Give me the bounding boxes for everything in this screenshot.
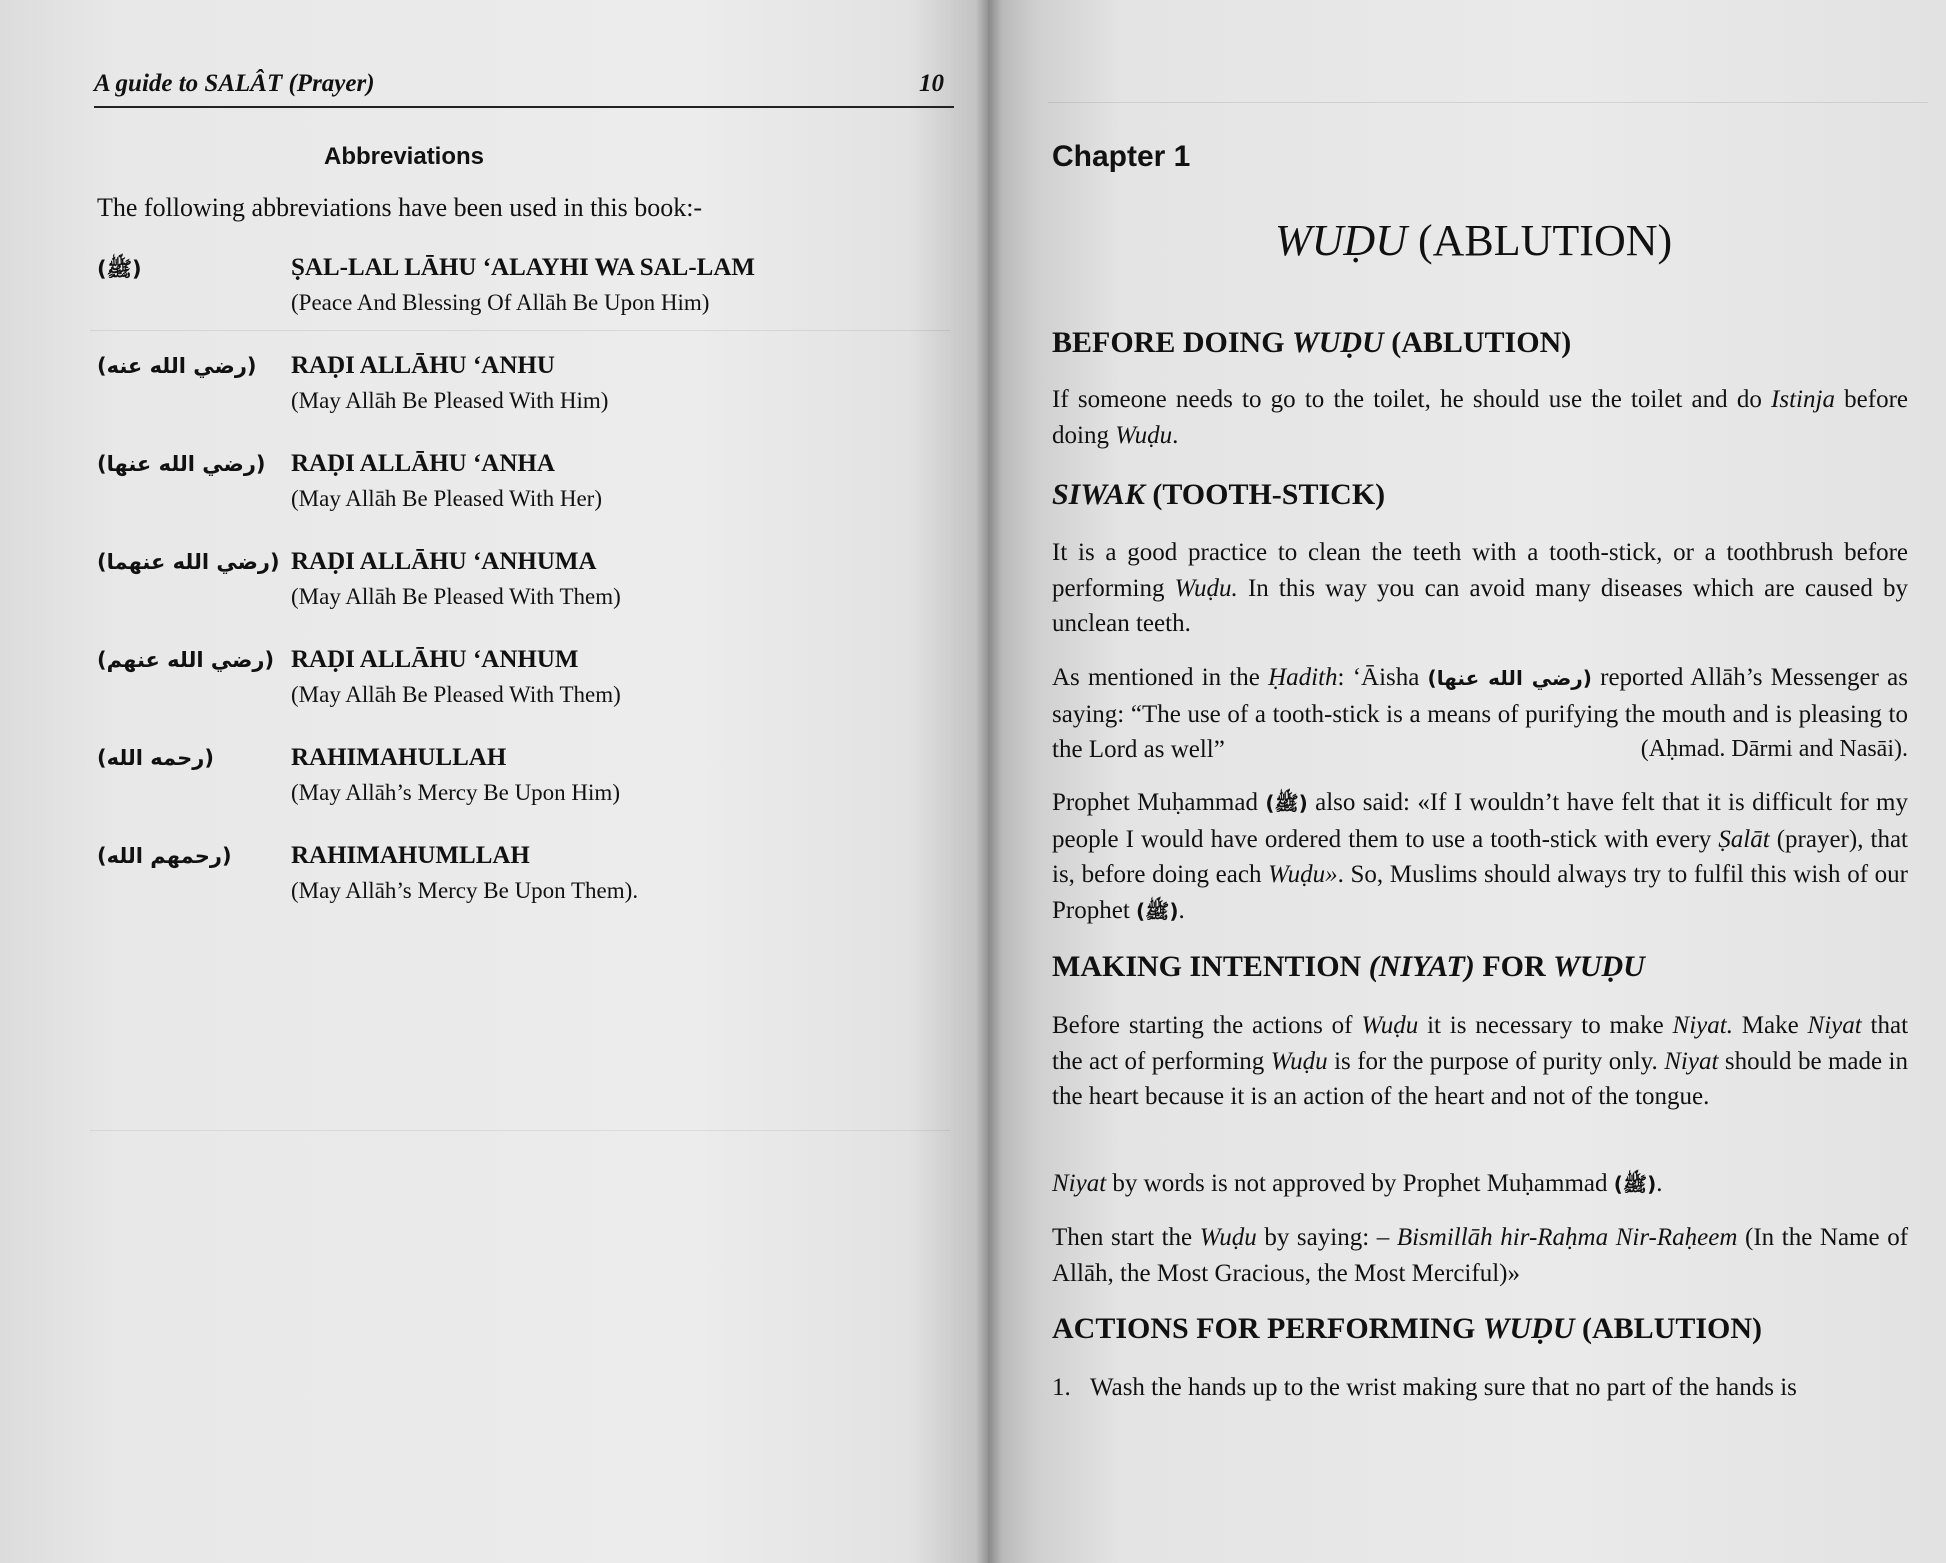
bleed-through-rule xyxy=(90,1130,950,1131)
paragraph-siwak: It is a good practice to clean the teeth with a tooth-stick, or a toothbrush before performing Wuḍu. In this way you can avoid many diseases which are caused by unclean teeth. xyxy=(1052,539,1908,637)
abbreviation-entry xyxy=(97,254,857,352)
paragraph-prophet-saying: Prophet Muḥammad (ﷺ) also said: «If I wouldn’t have felt that it is difficult for my people I would have ordered them to use a tooth-stick with every Ṣalāt (prayer), that is, before doing each Wuḍu». So, Muslims should always try to fulfil this wish of our Prophet (ﷺ). xyxy=(1052,789,1908,924)
abbreviation-term: RAḌI ALLĀHU ‘ANHU xyxy=(291,352,555,379)
paragraph-bismillah: Then start the Wuḍu by saying: – Bismillāh hir-Raḥma Nir-Raḥeem (In the Name of Allāh, the Most Gracious, the Most Merciful)» xyxy=(1052,1224,1909,1287)
section-heading-siwak: SIWAK (TOOTH-STICK) xyxy=(1052,478,1386,511)
salutation-symbol: (ﷺ) xyxy=(1136,898,1179,923)
section-heading-before-wudu: BEFORE DOING WUḌU (ABLUTION) xyxy=(1052,326,1572,359)
arabic-honorific: (رضي الله عنها) xyxy=(1427,666,1592,690)
abbreviation-term: RAHIMAHULLAH xyxy=(291,744,507,771)
abbreviation-meaning: (May Allāh Be Pleased With Them) xyxy=(291,682,621,707)
abbreviation-term: ṢAL-LAL LĀHU ‘ALAYHI WA SAL-LAM xyxy=(291,254,755,281)
book-title: A guide to SALÂT (Prayer) xyxy=(94,70,375,97)
abbreviation-meaning: (May Allāh Be Pleased With Him) xyxy=(291,388,609,413)
arabic-symbol: (رضي الله عنها) xyxy=(97,452,266,476)
arabic-symbol: (رضي الله عنهم) xyxy=(97,648,275,672)
chapter-label: Chapter 1 xyxy=(1052,140,1191,173)
paragraph-niyat-words: Niyat by words is not approved by Prophet Muḥammad (ﷺ). xyxy=(1052,1170,1663,1197)
abbreviation-meaning: (May Allāh Be Pleased With Them) xyxy=(291,584,621,609)
arabic-symbol: (رضي الله عنهما) xyxy=(97,550,280,574)
section-heading-actions: ACTIONS FOR PERFORMING WUḌU (ABLUTION) xyxy=(1052,1312,1763,1345)
abbreviation-term: RAḌI ALLĀHU ‘ANHUMA xyxy=(291,548,597,575)
abbreviation-entry xyxy=(97,450,857,548)
abbreviation-meaning: (May Allāh’s Mercy Be Upon Him) xyxy=(291,780,620,805)
arabic-symbol: (ﷺ) xyxy=(97,257,142,281)
arabic-symbol: (رحمهم الله) xyxy=(97,844,232,868)
abbreviation-meaning: (May Allāh Be Pleased With Her) xyxy=(291,486,602,511)
abbreviation-term: RAḌI ALLĀHU ‘ANHUM xyxy=(291,646,579,673)
abbreviations-intro: The following abbreviations have been used in this book:- xyxy=(97,193,703,222)
abbreviation-entry xyxy=(97,646,857,744)
abbreviations-list xyxy=(97,254,857,940)
abbreviation-term: RAHIMAHUMLLAH xyxy=(291,842,530,869)
abbreviation-entry xyxy=(97,548,857,646)
step-text: Wash the hands up to the wrist making sure that no part of the hands is xyxy=(1090,1374,1797,1401)
abbreviation-entry xyxy=(97,352,857,450)
book-spine xyxy=(976,0,1002,1563)
arabic-symbol: (رحمه الله) xyxy=(97,746,214,770)
abbreviation-meaning: (May Allāh’s Mercy Be Upon Them). xyxy=(291,878,639,903)
abbreviation-entry xyxy=(97,744,857,842)
salutation-symbol: (ﷺ) xyxy=(1613,1172,1657,1196)
arabic-symbol: (رضي الله عنه) xyxy=(97,354,257,378)
section-heading-niyat: MAKING INTENTION (NIYAT) FOR WUḌU xyxy=(1052,950,1645,983)
paragraph-niyat: Before starting the actions of Wuḍu it is necessary to make Niyat. Make Niyat that the act of performing Wuḍu is for the purpose of purity only. Niyat should be made in the heart because it is an action of the heart and not of the tongue. xyxy=(1052,1012,1909,1110)
running-head xyxy=(94,70,954,108)
bleed-through-rule xyxy=(1048,102,1928,103)
chapter-title: WUḌU (ABLUTION) xyxy=(1275,216,1673,265)
paragraph-toilet: If someone needs to go to the toilet, he should use the toilet and do Istinja before doing Wuḍu. xyxy=(1052,386,1908,449)
abbreviations-heading: Abbreviations xyxy=(323,143,485,170)
paragraph-hadith: As mentioned in the Ḥadith: ‘Āisha (رضي الله عنها) reported Allāh’s Messenger as saying: “The use of a tooth-stick is a means of purifying the mouth and is pleasing to the Lord as well” (Aḥmad. Dārmi and Nasāi). xyxy=(1052,660,1908,768)
step-number: 1. xyxy=(1052,1374,1071,1401)
page-number: 10 xyxy=(919,70,944,97)
abbreviation-entry xyxy=(97,842,857,940)
abbreviation-term: RAḌI ALLĀHU ‘ANHA xyxy=(291,450,555,477)
salutation-symbol: (ﷺ) xyxy=(1265,791,1308,815)
hadith-reference: (Aḥmad. Dārmi and Nasāi). xyxy=(1640,736,1908,762)
step-1 xyxy=(1052,1370,1908,1406)
abbreviation-meaning: (Peace And Blessing Of Allāh Be Upon Him) xyxy=(291,290,710,315)
